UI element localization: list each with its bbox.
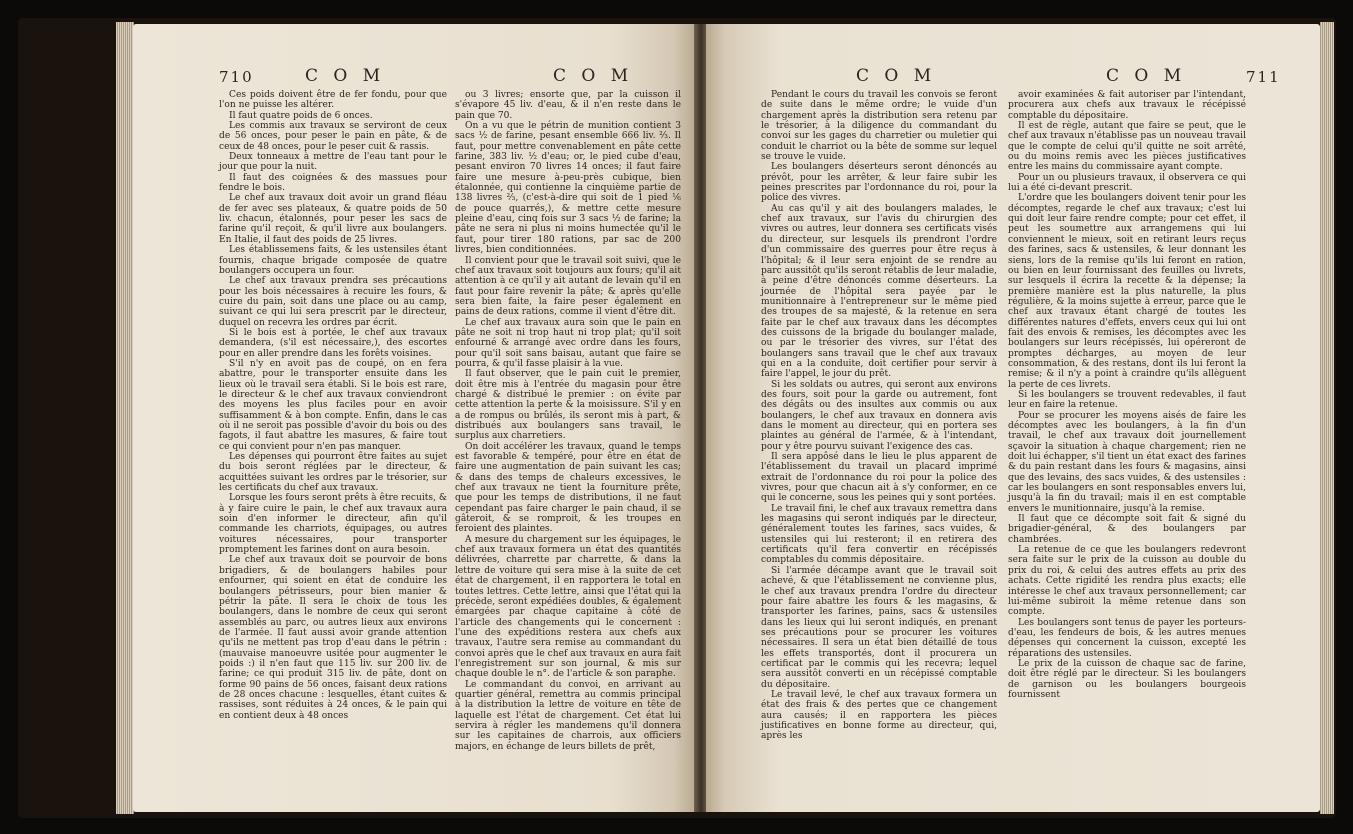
paragraph: ou 3 livres; ensorte que, par la cuisson il s'évapore 45 liv. d'eau, & il n'en reste dans le pain que 70. bbox=[455, 90, 681, 121]
paragraph: Il sera appôsé dans le lieu le plus apparent de l'établissement du travail un placard imprimé extrait de l'ordonnance du roi pour la police des vivres, pour que chacun ait à s'y conformer, en ce qui le concerne, sous les peines qui y sont portées. bbox=[761, 452, 997, 504]
paragraph: Les boulangers sont tenus de payer les porteurs-d'eau, les fendeurs de bois, & les autres menues dépenses qui concernent la cuisson, excepté les réparations des ustensiles. bbox=[1008, 617, 1246, 659]
paragraph: Pour un ou plusieurs travaux, il observera ce qui lui a été ci-devant prescrit. bbox=[1008, 172, 1246, 194]
paragraph: On doit accélérer les travaux, quand le temps est favorable & tempéré, pour être en état de faire une augmentation de pain suivant les cas; & dans des temps de chaleurs excessives, le chef aux travaux ne tient la fourniture prête, que pour les temps de distributions, il ne faut cependant pas faire charger le pain chaud, il se gâteroit, & se romproit, & les troupes en feroient des plaintes. bbox=[455, 441, 681, 535]
paragraph: A mesure du chargement sur les équipages, le chef aux travaux formera un état des quantités délivrées, charrette par charrette, & dans la lettre de voiture qui sera mise à la suite de cet état de chargement, il en rapportera le total en toutes lettres. Cette lettre, ainsi que l'état qui la précède, seront expédiées doubles, & également émargées par chaque capitaine à côté de l'article des changements qui le concernent : l'une des expéditions restera aux chefs aux travaux, l'autre sera remise au commandant du convoi après que le chef aux travaux en aura fait l'enregistrement sur son journal, & mis sur chaque double le n°. de l'article & son paraphe. bbox=[455, 534, 681, 680]
right-page-number: 711 bbox=[1246, 68, 1281, 86]
paragraph: Il faut que ce décompte soit fait & signé du brigadier-général, & des boulangers par chambrées. bbox=[1008, 514, 1246, 545]
right-running-head-col2: C O M bbox=[1106, 66, 1187, 86]
paragraph: Il faut des coignées & des massues pour fendre le bois. bbox=[219, 172, 447, 194]
paragraph: Les boulangers déserteurs seront dénoncés au prévôt, pour les arrêter, & leur faire subir les peines prescrites par l'ordonnance du roi, pour la police des vivres. bbox=[761, 162, 997, 204]
left-page-number: 710 bbox=[219, 68, 254, 86]
left-running-head-col1: C O M bbox=[305, 66, 386, 86]
paragraph: Il faut observer, que le pain cuit le premier, doit être mis à l'entrée du magasin pour être chargé & distribué le premier : on évite par cette attention la perte & la moisissure. S'il y en a de rompus ou brûlés, ils seront mis à part, & distribués aux boulangers sans travail, le surplus aux charretiers. bbox=[455, 369, 681, 442]
paragraph: Le chef aux travaux doit se pourvoir de bons brigadiers, & de boulangers habiles pour enfourner, qui soient en état de conduire les boulangers pétrisseurs, pour bien manier & pétrir la pâte. Il sera le choix de tous les boulangers, dans le nombre de ceux qui seront assemblés au parc, ou autres lieux aux environs de l'armée. Il faut aussi avoir grande attention qu'ils ne mettent pas trop d'eau dans le pétrin : (mauvaise manoeuvre usitée pour augmenter le poids :) il n'en faut que 115 liv. sur 200 liv. de farine; ce qui produit 315 liv. de pâte, dont on forme 90 pains de 56 onces, faisant deux rations de 28 onces chacune : lesquelles, étant cuites & rassises, sont réduites à 24 onces, & le pain qui en contient deux à 48 onces bbox=[219, 555, 447, 721]
left-column-2 bbox=[455, 90, 681, 752]
paragraph: Il convient pour que le travail soit suivi, que le chef aux travaux soit toujours aux fours; qu'il ait attention à ce qu'il y ait autant de levain qu'il en faut pour faire revenir la pâte; & après qu'elle sera bien faite, la faire peser également en pains de deux rations, comme il vient d'être dit. bbox=[455, 255, 681, 318]
paragraph: Le chef aux travaux prendra ses précautions pour les bois nécessaires à recuire les fours, & cuire du pain, soit dans une place ou au camp, suivant ce qui lui sera prescrit par le directeur, duquel on recevra les ordres par écrit. bbox=[219, 276, 447, 328]
paragraph: Les dépenses qui pourront être faites au sujet du bois seront réglées par le directeur, & acquittées suivant les ordres par le trésorier, sur les certificats du chef aux travaux. bbox=[219, 452, 447, 494]
paragraph: S'il n'y en avoit pas de coupé, on en fera abattre, pour le transporter ensuite dans les lieux où le travail sera établi. Si le bois est rare, le directeur & le chef aux travaux conviendront des moyens les plus faciles pour en avoir suffisamment & à bon compte. Enfin, dans le cas où il ne seroit pas possible d'avoir du bois ou des fagots, il faut abattre les masures, & faire tout ce qui convient pour n'en pas manquer. bbox=[219, 358, 447, 452]
right-header bbox=[706, 66, 1320, 88]
right-column-1 bbox=[761, 90, 997, 742]
paragraph: Il est de règle, autant que faire se peut, que le chef aux travaux n'établisse pas un nouveau travail que le compte de celui qu'il quitte ne soit arrêté, ou du moins remis avec les pièces justificatives entre les mains du commissaire ayant compte. bbox=[1008, 121, 1246, 173]
paragraph: L'ordre que les boulangers doivent tenir pour les décomptes, regarde le chef aux travaux; c'est lui qui doit leur faire rendre compte; pour cet effet, il peut les soumettre aux arrangemens qui lui conviennent le mieux, soit en retirant leurs reçus des farines, sacs & ustensiles, & leur donnant les siens, lors de la remise qu'ils lui feront en ration, ou bien en leur fournissant des feuilles ou livrets, sur lesquels il écrira la recette & la dépense; la première manière est la plus naturelle, la plus régulière, & la moins sujette à erreur, parce que le chef aux travaux étant chargé de toutes les différentes natures d'effets, envers ceux qui lui ont fait des envois & remises, les décomptes avec les boulangers sur leurs récépissés, lui opéreront de promptes décharges, au moyen de leur consommation, & des restans, dont ils lui feront la remise; & il n'y a point à craindre qu'ils allèguent la perte de ces livrets. bbox=[1008, 193, 1246, 390]
paragraph: Le chef aux travaux aura soin que le pain en pâte ne soit ni trop haut ni trop plat; qu'il soit enfourné & arrangé avec ordre dans les fours, pour qu'il soit sans baisau, autant que faire se pourra, & qu'il fasse plaisir à la vue. bbox=[455, 317, 681, 369]
paragraph: Le commandant du convoi, en arrivant au quartier général, remettra au commis principal à la distribution la lettre de voiture en tête de laquelle est l'état de chargement. Cet état lui servira à régler les mandemens qu'il donnera sur les capitaines de charrois, aux officiers majors, en échange de leurs billets de prêt, bbox=[455, 679, 681, 752]
paragraph: Il faut quatre poids de 6 onces. bbox=[229, 110, 373, 121]
left-page bbox=[133, 24, 696, 812]
paragraph: Si le bois est à portée, le chef aux travaux demandera, (s'il est nécessaire,), des escortes pour en aller prendre dans les forêts voisines. bbox=[219, 327, 447, 359]
page-edges-right bbox=[1320, 22, 1334, 814]
paragraph: Le prix de la cuisson de chaque sac de farine, doit être réglé par le directeur. Si les boulangers de garnison ou les boulangers bourgeois fournissent bbox=[1008, 658, 1246, 700]
open-book bbox=[18, 18, 1336, 818]
paragraph: Ces poids doivent être de fer fondu, pour que l'on ne puisse les altérer. bbox=[219, 90, 447, 111]
paragraph: Deux tonneaux à mettre de l'eau tant pour le jour que pour la nuit. bbox=[219, 152, 447, 173]
paragraph: Le travail levé, le chef aux travaux formera un état des frais & des pertes que ce changement aura causés; il en rapportera les pièces justificatives en bonne forme au directeur, qui, après les bbox=[761, 689, 997, 742]
paragraph: Lorsque les fours seront prêts à être recuits, & à y faire cuire le pain, le chef aux travaux aura soin d'en informer le directeur, afin qu'il commande les charriots, équipages, ou autres voitures nécessaires, pour transporter promptement les farines dont on aura besoin. bbox=[219, 493, 447, 556]
left-running-head-col2: C O M bbox=[553, 66, 634, 86]
paragraph: Au cas qu'il y ait des boulangers malades, le chef aux travaux, sur l'avis du chirurgien des vivres ou autres, leur donnera ses certificats visés du directeur, sur lesquels ils prendront l'ordre d'un commissaire des guerres pour être reçus à l'hôpital; & il leur sera enjoint de se rendre au parc aussitôt qu'ils seront rétablis de leur maladie, à peine d'être dénoncés comme déserteurs. La journée de l'hôpital sera payée par le munitionnaire à l'entrepreneur sur le même pied des troupes de sa majesté, & la retenue en sera faite par le chef aux travaux dans les décomptes des cuissons de la brigade du boulanger malade, ou par le trésorier des vivres, sur l'état des boulangers sans travail que le chef aux travaux qui en a la conduite, doit certifier pour servir à faire l'appel, le jour du prêt. bbox=[761, 203, 997, 380]
paragraph: Pour se procurer les moyens aisés de faire les décomptes avec les boulangers, à la fin d'un travail, le chef aux travaux doit journellement sçavoir la situation à chaque chargement; rien ne doit lui échapper, s'il tient un état exact des farines & du pain restant dans les fours & magasins, ainsi que des levains, des sacs vuides, & des ustensiles : car les boulangers en sont responsables envers lui, jusqu'à la fin du travail; mais il en est comptable envers le munitionnaire, jusqu'à la remise. bbox=[1008, 410, 1246, 514]
paragraph: Les commis aux travaux se serviront de ceux de 56 onces, pour peser le pain en pâte, & de ceux de 48 onces, pour le peser cuit & rassis. bbox=[219, 121, 447, 152]
right-page bbox=[706, 24, 1320, 812]
paragraph: Si les boulangers se trouvent redevables, il faut leur en faire la retenue. bbox=[1008, 389, 1246, 411]
left-column-1 bbox=[219, 90, 447, 721]
paragraph: La retenue de ce que les boulangers redevront sera faite sur le prix de la cuisson au double du prix du roi, & celui des autres effets au prix des achats. Cette rigidité les rendra plus exacts; elle intéresse le chef aux travaux personnellement; car lui-même subiroit la même retenue dans son compte. bbox=[1008, 545, 1246, 618]
paragraph: On a vu que le pétrin de munition contient 3 sacs ½ de farine, pesant ensemble 666 liv. ⅔. Il faut, pour mettre convenablement en pâte cette farine, 383 liv. ½ d'eau; or, le pied cube d'eau, pesant environ 70 livres 14 onces; il faut faire faire une mesure à-peu-près cubique, bien étalonnée, qui contienne la cinquième partie de 138 livres ⅔, (c'est-à-dire qui soit de 1 pied ⅙ de pouce quarrés,), & mettre cette mesure pleine d'eau, cinq fois sur 3 sacs ½ de farine; la pâte ne sera ni plus ni moins humectée qu'il le faut, pour tirer 180 rations, par sac de 200 livres, bien conditionnées. bbox=[455, 121, 681, 256]
paragraph: Les établissemens faits, & les ustensiles étant fournis, chaque brigade composée de quatre boulangers occupera un four. bbox=[219, 245, 447, 276]
left-header bbox=[133, 66, 696, 88]
page-edges-left bbox=[116, 22, 134, 814]
paragraph: Le travail fini, le chef aux travaux remettra dans les magasins qui seront indiqués par le directeur, généralement toutes les farines, sacs vuides, & ustensiles qui lui resteront; il en retirera des certificats qu'il fera convertir en récépissés comptables du commis dépositaire. bbox=[761, 503, 997, 566]
paragraph: Si l'armée décampe avant que le travail soit achevé, & que l'établissement ne convienne plus, le chef aux travaux prendra l'ordre du directeur pour faire abattre les fours & les magasins, & transporter les farines, pains, sacs & ustensiles dans les lieux qui lui seront indiqués, en prenant ses précautions pour se procurer les voitures nécessaires. Il sera un état bien détaillé de tous les effets transportés, dont il procurera un certificat par le commis qui les recevra; lequel sera aussitôt converti en un récépissé comptable du dépositaire. bbox=[761, 565, 997, 690]
paragraph: Pendant le cours du travail les convois se feront de suite dans le même ordre; le vuide d'un chargement après la distribution sera retenu par le trésorier, à la diligence du commandant du convoi sur les gages du charretier ou muletier qui conduit le charriot ou la bête de somme sur lequel se trouve le vuide. bbox=[761, 90, 997, 163]
paragraph: Le chef aux travaux doit avoir un grand fléau de fer avec ses plateaux, & quatre poids de 50 liv. chacun, étalonnés, pour peser les sacs de farine qu'il reçoit, & qu'il livre aux boulangers. En Italie, il faut des poids de 25 livres. bbox=[219, 193, 447, 245]
paragraph: Si les soldats ou autres, qui seront aux environs des fours, soit pour la garde ou autrement, font des dégâts ou des insultes aux commis ou aux boulangers, le chef aux travaux en donnera avis dans le moment au directeur, qui en portera ses plaintes au général de l'armée, & à l'intendant, pour y être pourvu suivant l'exigence des cas. bbox=[761, 379, 997, 452]
paragraph: avoir examinées & fait autoriser par l'intendant, procurera aux chefs aux travaux le récépissé comptable du dépositaire. bbox=[1008, 90, 1246, 121]
right-running-head-col1: C O M bbox=[856, 66, 937, 86]
right-column-2 bbox=[1008, 90, 1246, 700]
